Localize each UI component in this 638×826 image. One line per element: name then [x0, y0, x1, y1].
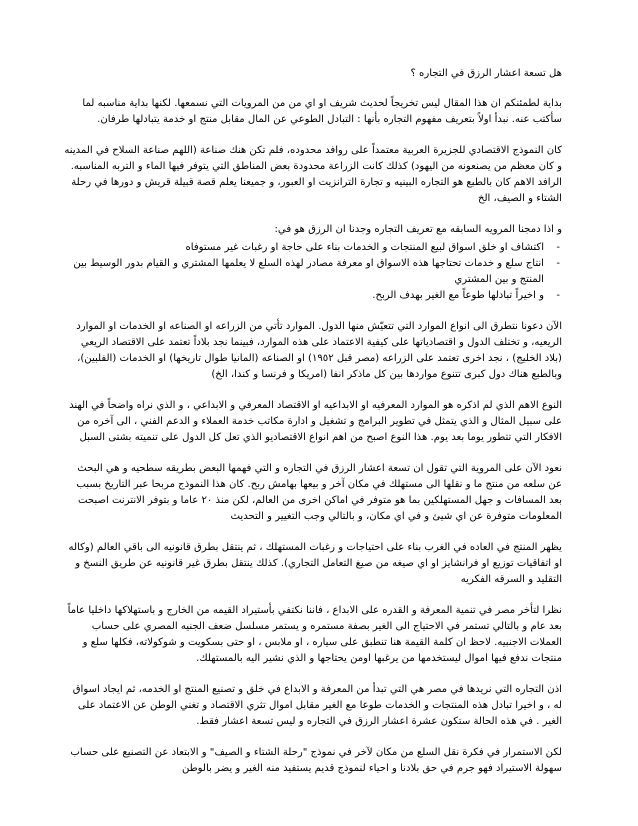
list-item: - انتاج سلع و خدمات تحتاجها هذه الاسواق او معرفة مصادر لهذه السلع لا يعلمها المشتري و القيام بدور الوسيط بين المنتج و بين المشتري	[62, 256, 544, 288]
paragraph-knowledge-economy: النوع الاهم الذي لم اذكره هو الموارد المعرفيه او الابداعيه او الاقتصاد المعرفي و الابداعي ، و الذي نراه واضحاً في الهند على سبيل المثال و الذي يتمثل في تطوير البرامج و تشغيل و ادارة مكاتب خدمة العملاء و الدعم الفني ، الى آخره من الافكار التي تتطور يوما بعد يوم. هذا النوع اصبح من اهم انواع الاقتصاديو الذي تعل كل الدول على تنميته بشتى السبل	[69, 400, 562, 443]
document-title: هل تسعة اعشار الرزق في التجاره ؟	[410, 68, 562, 79]
list-item: - اكتشاف او خلق اسواق لبيع المنتجات و الخدمات بناء على حاجة او رغبات غير مستوفاه	[62, 240, 544, 256]
paragraph-desired-trade: اذن التجاره التي نريدها في مصر هي التي تبدأ من المعرفة و الابداع في خلق و تصنيع المنتج او الخدمه، ثم ايجاد اسواق له ، و اخيرا تبادل هذه المنتجات و الخدمات طوعا مع الغير مقابل اموال تثري الاقتصاد و تغني الوطن عن الاعتماد على الغير . في هذه الحالة ستكون عشرة اعشار الرزق في التجاره و ليس تسعة اعشار فقط.	[72, 684, 562, 727]
paragraph-egypt-import: نظرا لتأخر مصر في تنمية المعرفة و القدره على الابداع ، فاننا نكتفي بأستيراد القيمه من الخارج و باستهلاكها داخليا عاماً بعد عام و بالتالي تستمر في الاحتياج الى الغير بصفة مستمره و يستمر مسلسل ضعف الجنيه المصري على حساب العملات الاجنبيه. لاحظ ان كلمة القيمة هنا تنطبق على سياره ، او ملابس ، او حتى بسكويت و شوكولاته، فكلها سلع و منتجات ندفع فيها اموال ليستخدمها من يرغبها اومن يحتاجها و الذي نشير اليه بالمستهلك.	[67, 605, 562, 664]
paragraph-list-intro: و اذا دمجنا المرويه السابقه مع تعريف التجاره وجدنا ان الرزق هو في:	[274, 224, 562, 235]
paragraph-conclusion: لكن الاستمرار في فكرة نقل السلع من مكان لآخر في نموذج "رحلة الشتاء و الصيف" و الابتعاد عن التصنيع على حساب سهولة الاستيراد فهو جرم في حق بلادنا و احياء لنموذج قديم يستفيد منه الغير و يضر بالوطن	[70, 747, 562, 774]
paragraph-west-product: يظهر المنتج في العاده في الغرب بناء على احتياجات و رغبات المستهلك ، ثم ينتقل بطرق قانونيه الى باقي العالم (وكاله او اتفاقيات توزيع او فرانشايز او اي صيغه من صيغ التعامل التجاري). كذلك ينتقل بطرق غير قانونيه عن طريق النسخ و التقليد و السرقه الفكريه	[68, 542, 562, 585]
paragraph-narrative: نعود الآن على المروية التي تقول ان تسعة اعشار الرزق في التجاره و التي فهمها البعض بطريقه سطحيه و هي البحث عن سلعه من منتج ما و نقلها الى مستهلك في مكان آخر و بيعها بهامش ربح. كان هذا النموذج مربحا عبر التاريخ بسبب بعد المسافات و جهل المستهلكين بما هو متوفر في اماكن اخرى من العالم، لكن منذ ٢٠ عاما و بتوفر الانترنت اصبحت المعلومات متوفرة عن اي شيئ و في اي مكان، و بالتالي وجب التغيير و التحديث	[76, 463, 562, 522]
paragraph-intro: بداية لطمئنكم ان هذا المقال ليس تخريجاً لحديث شريف او اي من من المرويات التي نسمعها. لكنها بداية مناسبه لما سأكتب عنه. نبدأ اولاً بتعريف مفهوم التجاره بأنها : التبادل الطوعي عن المال مقابل منتج او خدمة يتبادلها طرفان.	[82, 98, 562, 125]
list-item: - و اخيراً تبادلها طوعاً مع الغير بهدف الربح.	[62, 288, 544, 304]
bullet-list	[62, 240, 562, 304]
paragraph-arabian-economy: كان النموذج الاقتصادي للجزيرة العربية معتمداً على روافد محدوده، فلم تكن هنك صناعة (اللهم صناعة السلاح في المدينه و كان معظم من يصنعونه من اليهود) كذلك كانت الزراعة محدودة بعض المناطق التي يتوفر فيها الماء و التربه المناسبه. الرافد الاهم كان بالطبع هو التجاره البينيه و تجارة الترانزيت او العبور، و جميعنا يعلم قصة قبيلة قريش و دورها في رحلة الشتاء و الصيف، الخ	[64, 145, 562, 204]
paragraph-resources: الآن دعونا نتطرق الى انواع الموارد التي تتعيّش منها الدول. الموارد تأتي من الزراعه او الصناعه او الخدمات او الموارد الريعيه، و تختلف الدول و اقتصادياتها على كيفية الاعتماد على هذه الموارد، فبينما نجد بلاداً تعتمد على الاقتصاد الريعي (بلاد الخليج) ، نجد اخرى تعتمد على الزراعه (مصر قبل ١٩٥٢) او الصناعه (المانيا طوال تاريخها) او الخدمات (الفلبين)، وبالطبع هناك دول كبرى تتنوع مواردها بين كل ماذكر انفا (امريكا و فرنسا و كندا، الخ)	[76, 321, 562, 380]
